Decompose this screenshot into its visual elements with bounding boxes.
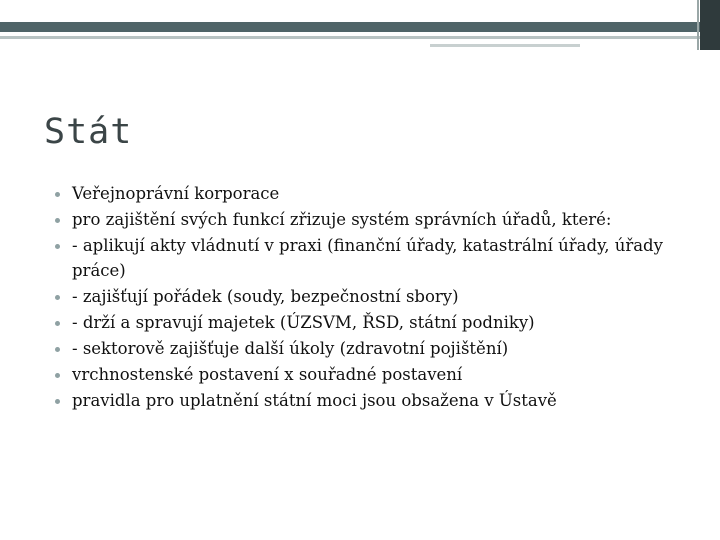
decorative-header-band [0, 0, 720, 50]
header-band-top [0, 0, 720, 22]
header-corner-block [700, 0, 720, 50]
header-corner-line [697, 0, 699, 50]
bullet-dot-icon [55, 399, 60, 404]
bullet-text: Veřejnoprávní korporace [72, 184, 280, 203]
bullet-text: pro zajištění svých funkcí zřizuje systém správních úřadů, které: [72, 210, 612, 229]
bullet-dot-icon [55, 295, 60, 300]
bullet-item [44, 182, 694, 207]
bullet-list [44, 182, 694, 415]
bullet-text: - sektorově zajišťuje další úkoly (zdravotní pojištění) [72, 338, 509, 358]
bullet-item [44, 337, 694, 362]
bullet-text: pravidla pro uplatnění státní moci jsou obsažena v Ústavě [72, 390, 557, 410]
bullet-text: - aplikují akty vládnutí v praxi (finanční úřady, katastrální úřady, úřady práce) [72, 236, 663, 280]
bullet-dot-icon [55, 321, 60, 326]
header-band-thin-stripe [0, 36, 700, 39]
bullet-item [44, 285, 694, 310]
bullet-item [44, 363, 694, 388]
bullet-item [44, 234, 694, 283]
bullet-text: - zajišťují pořádek (soudy, bezpečnostní sbory) [72, 286, 459, 306]
bullet-item [44, 389, 694, 414]
bullet-item [44, 311, 694, 336]
bullet-text: vrchnostenské postavení x souřadné postavení [72, 364, 463, 384]
bullet-item [44, 208, 694, 233]
bullet-text: - drží a spravují majetek (ÚZSVM, ŘSD, státní podniky) [72, 312, 535, 332]
bullet-dot-icon [55, 218, 60, 223]
bullet-dot-icon [55, 244, 60, 249]
bullet-dot-icon [55, 192, 60, 197]
bullet-dot-icon [55, 373, 60, 378]
slide-title: Stát [44, 112, 133, 152]
header-band-accent-stripe [430, 44, 580, 47]
header-band-dark-stripe [0, 22, 700, 32]
bullet-dot-icon [55, 347, 60, 352]
